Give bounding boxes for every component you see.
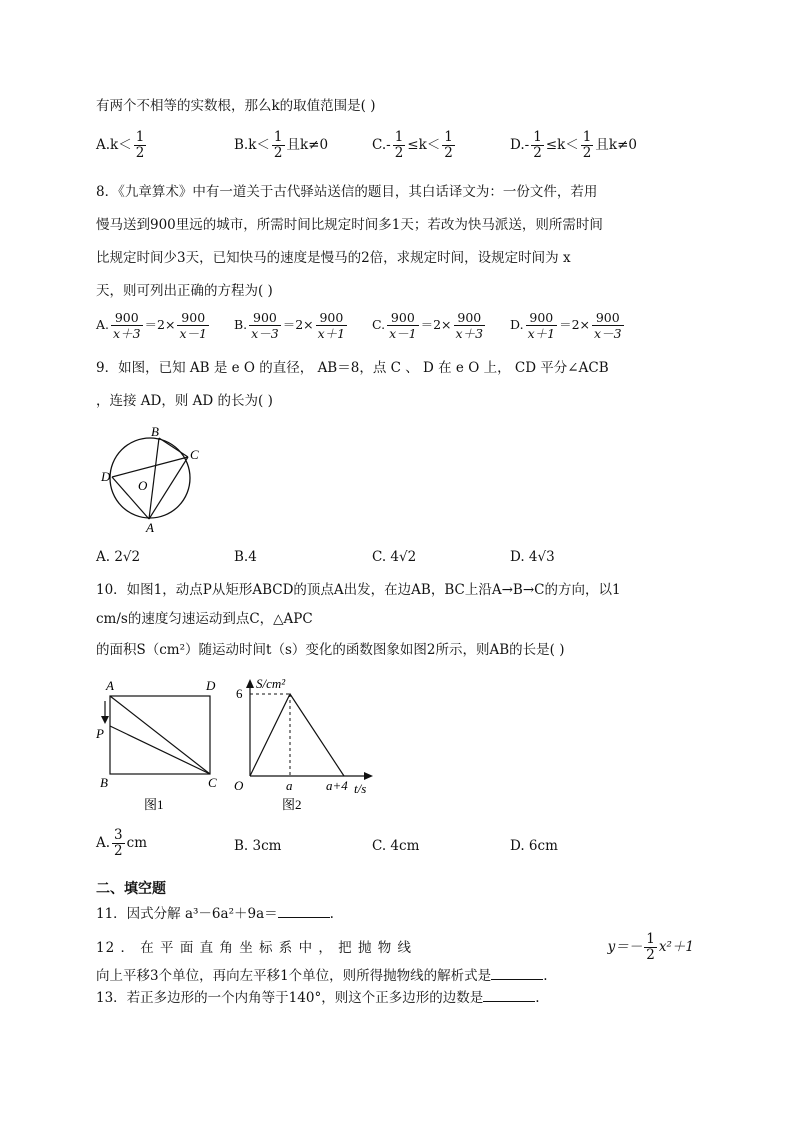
q12-line-2: 向上平移3个单位，再向左平移1个单位，则所得抛物线的解析式是 . — [96, 968, 548, 984]
q10-option-d: D. 6cm — [510, 838, 558, 854]
fig1-label-c: C — [208, 775, 217, 790]
fig2-xlabel: t/s — [354, 781, 367, 796]
fig1-label-d: D — [206, 678, 216, 693]
q10-line-1: 10．如图1，动点P从矩形ABCD的顶点A出发，在边AB，BC上沿A→B→C的方向，以1 — [96, 582, 621, 598]
fig2-tick-6: 6 — [236, 686, 243, 701]
q10-option-b: B. 3cm — [234, 838, 282, 854]
q8-option-a: A. $\frac{900}{x+3}$ ＝2× $\frac{900}{x-1}$ — [96, 310, 207, 341]
q10-figure-1 — [94, 672, 226, 820]
q7-option-a: A.k＜ $\frac{1}{2}$ — [96, 129, 145, 161]
fig2-origin: O — [234, 778, 244, 793]
area-graph-line — [250, 694, 344, 776]
q10-line-2: cm/s的速度匀速运动到点C，△APC — [96, 611, 313, 627]
q10-option-a: A. $\frac{3}{2}$ cm — [96, 827, 148, 859]
section-fill-in-blank: 二、填空题 — [96, 881, 166, 897]
fig2-tick-a: a — [286, 778, 293, 793]
fig1-label-p: P — [96, 726, 104, 741]
q12-answer-blank[interactable] — [491, 967, 543, 980]
diameter-ab — [149, 438, 159, 519]
q8-option-c: C. $\frac{900}{x-1}$ ＝2× $\frac{900}{x+3}$ — [372, 310, 484, 341]
label-a: A — [146, 520, 154, 535]
q7-option-b: B.k＜ $\frac{1}{2}$ 且k≠0 — [234, 129, 329, 161]
q10-line-3: 的面积S（cm²）随运动时间t（s）变化的函数图象如图2所示，则AB的长是( ) — [96, 642, 565, 658]
q13-answer-blank[interactable] — [483, 989, 535, 1002]
chord-bc — [159, 438, 188, 457]
fig2-caption: 图2 — [282, 797, 302, 812]
q9-line-1: 9．如图，已知 AB 是 e O 的直径， AB＝8，点 C 、 D 在 e O 上， CD 平分∠ACB — [96, 360, 609, 376]
q12-line-1: 12 ． 在 平 面 直 角 坐 标 系 中 ， 把 抛 物 线 y＝－ $\frac{1}{2}$ x²＋1 — [96, 931, 694, 963]
fig2-ylabel: S/cm² — [256, 676, 286, 691]
fig1-caption: 图1 — [144, 797, 164, 812]
s-axis-arrow-icon — [246, 679, 254, 688]
q7-option-c: C.- $\frac{1}{2}$ ≤k＜ $\frac{1}{2}$ — [372, 129, 453, 161]
q11: 11．因式分解 a³－6a²＋9a＝ . — [96, 906, 334, 922]
q13: 13．若正多边形的一个内角等于140°，则这个正多边形的边数是 . — [96, 990, 540, 1006]
label-b: B — [151, 424, 159, 439]
q8-line-1: 8．《九章算术》中有一道关于古代驿站送信的题目，其白话译文为：一份文件，若用 — [96, 184, 598, 200]
label-c: C — [190, 447, 199, 462]
q9-option-d: D. 4√3 — [510, 549, 555, 565]
fig1-label-b: B — [100, 775, 108, 790]
q8-line-4: 天，则可列出正确的方程为( ) — [96, 283, 273, 299]
q8-option-b: B. $\frac{900}{x-3}$ ＝2× $\frac{900}{x+1}$ — [234, 310, 346, 341]
q9-option-b: B.4 — [234, 549, 257, 565]
q10-option-c: C. 4cm — [372, 838, 420, 854]
q8-line-2: 慢马送到900里远的城市，所需时间比规定时间多1天；若改为快马派送，则所需时间 — [96, 217, 603, 233]
t-axis-arrow-icon — [364, 772, 373, 780]
q9-line-2: ，连接 AD，则 AD 的长为( ) — [96, 393, 273, 409]
label-o: O — [138, 478, 148, 493]
q11-answer-blank[interactable] — [278, 905, 330, 918]
q8-option-d: D. $\frac{900}{x+1}$ ＝2× $\frac{900}{x-3}$ — [510, 310, 622, 341]
q9-circle-figure — [96, 420, 216, 535]
q8-line-3: 比规定时间少3天，已知快马的速度是慢马的2倍，求规定时间，设规定时间为 x — [96, 250, 571, 266]
q10-figure-2 — [228, 672, 378, 820]
q7-option-d: D.- $\frac{1}{2}$ ≤k＜ $\frac{1}{2}$ 且k≠0 — [510, 129, 637, 161]
arrowhead-icon — [101, 716, 109, 724]
diagonal-ac — [110, 696, 210, 774]
fig1-label-a: A — [106, 678, 114, 693]
q7-stem: 有两个不相等的实数根，那么k的取值范围是( ) — [96, 98, 376, 114]
q9-option-c: C. 4√2 — [372, 549, 417, 565]
q9-option-a: A. 2√2 — [96, 549, 141, 565]
segment-pc — [110, 726, 210, 774]
label-d: D — [101, 469, 111, 484]
fig2-tick-a4: a+4 — [326, 778, 348, 793]
